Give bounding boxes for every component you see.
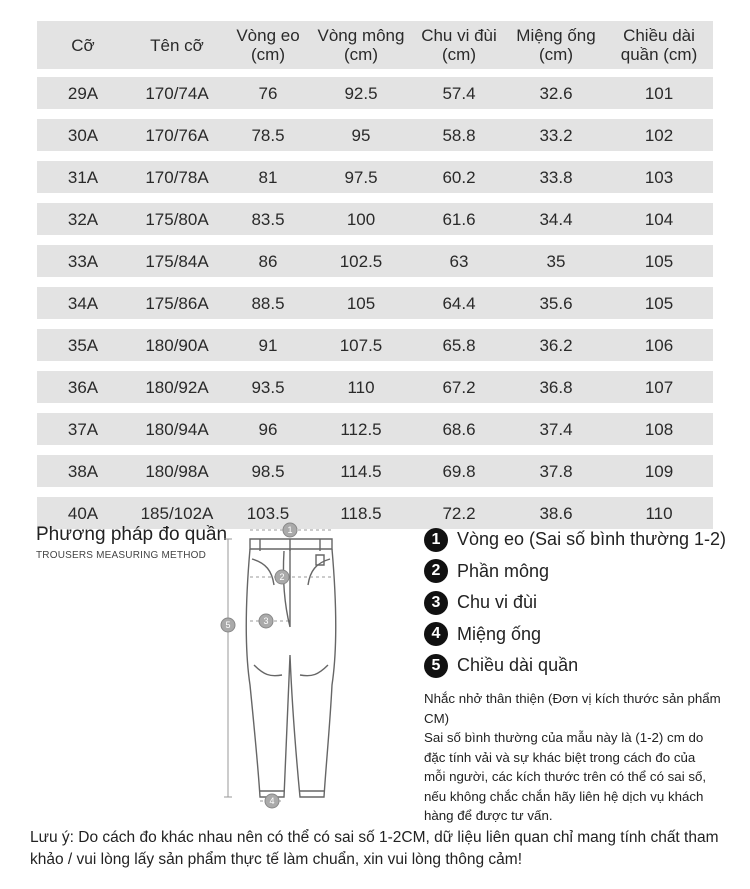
- number-2-icon: 2: [424, 559, 448, 583]
- table-cell: 35A: [67, 335, 99, 355]
- friendly-reminder: Nhắc nhở thân thiện (Đơn vị kích thước sản phẩm CM) Sai số bình thường của mẫu này là (1-2) cm do đặc tính vải và sự khác biệt trong cách đo của mỗi người, các kích thước trên có thể có sai số, nếu không chắc chắn hãy liên hệ dịch vụ khách hàng để được tư vấn.: [424, 691, 721, 823]
- table-header-row: [37, 21, 713, 69]
- table-cell: 63: [449, 251, 469, 271]
- column-header: Chu vi đùi (cm): [421, 26, 497, 64]
- table-cell: 38.6: [539, 503, 573, 523]
- table-cell: 180/98A: [145, 461, 209, 481]
- table-cell: 97.5: [344, 167, 378, 187]
- legend-item-length: [424, 650, 726, 682]
- table-cell: 114.5: [340, 461, 382, 481]
- measurement-legend: [424, 524, 726, 682]
- table-cell: 67.2: [442, 377, 476, 397]
- table-cell: 86: [258, 251, 278, 271]
- table-row: [37, 203, 713, 235]
- table-cell: 34A: [67, 293, 99, 313]
- table-cell: 170/78A: [145, 167, 209, 187]
- table-cell: 69.8: [442, 461, 476, 481]
- table-cell: 101: [644, 83, 674, 103]
- table-cell: 40A: [67, 503, 99, 523]
- table-cell: 107.5: [339, 335, 383, 355]
- method-subtitle: TROUSERS MEASURING METHOD: [36, 550, 207, 561]
- table-row: [37, 119, 713, 151]
- size-table: [37, 21, 713, 539]
- table-cell: 112.5: [340, 419, 382, 439]
- table-cell: 32A: [67, 209, 99, 229]
- table-cell: 110: [347, 377, 375, 397]
- table-cell: 58.8: [442, 125, 476, 145]
- table-cell: 33.8: [539, 167, 573, 187]
- table-cell: 170/76A: [145, 125, 209, 145]
- marker-4-label: 4: [269, 796, 275, 806]
- table-cell: 107: [644, 377, 674, 397]
- table-cell: 105: [644, 251, 674, 271]
- marker-2-label: 2: [279, 572, 285, 582]
- table-cell: 104: [644, 209, 674, 229]
- legend-item-thigh: [424, 587, 726, 619]
- table-cell: 64.4: [442, 293, 476, 313]
- table-cell: 32.6: [539, 83, 573, 103]
- table-cell: 35.6: [539, 293, 573, 313]
- table-row: [37, 371, 713, 403]
- table-cell: 68.6: [442, 419, 476, 439]
- marker-5-label: 5: [225, 620, 231, 630]
- table-row: [37, 455, 713, 487]
- legend-label: Vòng eo (Sai số bình thường 1-2): [457, 529, 727, 550]
- table-cell: 92.5: [344, 83, 378, 103]
- table-cell: 170/74A: [145, 83, 209, 103]
- column-header: Vòng mông (cm): [317, 26, 405, 64]
- number-4-icon: 4: [424, 622, 448, 646]
- legend-item-leg-opening: [424, 619, 726, 651]
- table-cell: 103.5: [246, 503, 290, 523]
- table-cell: 185/102A: [140, 503, 214, 523]
- table-row: [37, 329, 713, 361]
- table-cell: 33A: [67, 251, 99, 271]
- table-cell: 65.8: [442, 335, 476, 355]
- legend-label: Chu vi đùi: [457, 592, 538, 613]
- column-header: Vòng eo (cm): [236, 26, 300, 64]
- column-header: Cỡ: [71, 35, 95, 55]
- table-cell: 118.5: [340, 503, 382, 523]
- table-cell: 37.4: [539, 419, 573, 439]
- footnote: Lưu ý: Do cách đo khác nhau nên có thể có sai số 1-2CM, dữ liệu liên quan chỉ mang tính chất tham khảo / vui lòng lấy sản phẩm thực tế làm chuẩn, xin vui lòng thông cảm!: [30, 829, 719, 868]
- table-cell: 102.5: [339, 251, 383, 271]
- table-cell: 81: [258, 167, 278, 187]
- table-cell: 110: [645, 503, 673, 523]
- table-cell: 88.5: [251, 293, 285, 313]
- legend-item-waist: [424, 524, 726, 556]
- table-cell: 60.2: [442, 167, 476, 187]
- column-header: Chiều dài quần (cm): [620, 26, 698, 64]
- marker-3-label: 3: [263, 616, 269, 626]
- table-cell: 93.5: [251, 377, 285, 397]
- table-cell: 29A: [67, 83, 99, 103]
- table-cell: 98.5: [251, 461, 285, 481]
- table-cell: 102: [644, 125, 674, 145]
- table-cell: 109: [644, 461, 674, 481]
- table-row: [37, 77, 713, 109]
- table-cell: 37.8: [539, 461, 573, 481]
- table-cell: 175/84A: [145, 251, 209, 271]
- table-cell: 96: [258, 419, 278, 439]
- table-cell: 31A: [67, 167, 99, 187]
- table-cell: 108: [644, 419, 674, 439]
- table-cell: 35: [546, 251, 566, 271]
- legend-label: Chiều dài quần: [457, 655, 579, 676]
- number-3-icon: 3: [424, 591, 448, 615]
- table-cell: 180/92A: [145, 377, 209, 397]
- table-cell: 30A: [67, 125, 99, 145]
- table-cell: 175/80A: [145, 209, 209, 229]
- table-cell: 95: [351, 125, 371, 145]
- table-cell: 180/94A: [145, 419, 209, 439]
- table-cell: 106: [644, 335, 674, 355]
- table-cell: 33.2: [539, 125, 573, 145]
- table-cell: 103: [644, 167, 674, 187]
- table-cell: 61.6: [442, 209, 476, 229]
- table-cell: 78.5: [251, 125, 285, 145]
- table-cell: 36.2: [539, 335, 573, 355]
- legend-item-hip: [424, 556, 726, 588]
- table-row: [37, 161, 713, 193]
- table-cell: 36.8: [539, 377, 573, 397]
- table-cell: 57.4: [442, 83, 476, 103]
- column-header: Miệng ống (cm): [516, 26, 596, 64]
- legend-label: Miệng ống: [457, 623, 542, 644]
- method-title: Phương pháp đo quần: [36, 524, 228, 545]
- table-cell: 105: [346, 293, 376, 313]
- number-5-icon: 5: [424, 654, 448, 678]
- trouser-diagram: [220, 515, 360, 815]
- marker-1-label: 1: [287, 525, 293, 535]
- table-cell: 37A: [67, 419, 99, 439]
- table-cell: 180/90A: [145, 335, 209, 355]
- table-cell: 105: [644, 293, 674, 313]
- table-cell: 34.4: [539, 209, 573, 229]
- table-row: [37, 413, 713, 445]
- table-cell: 72.2: [442, 503, 476, 523]
- table-cell: 175/86A: [145, 293, 209, 313]
- column-header: Tên cỡ: [150, 35, 204, 55]
- table-cell: 100: [346, 209, 376, 229]
- table-cell: 38A: [67, 461, 99, 481]
- table-row: [37, 287, 713, 319]
- table-cell: 76: [258, 83, 278, 103]
- legend-label: Phần mông: [457, 560, 550, 581]
- table-row: [37, 245, 713, 277]
- table-cell: 83.5: [251, 209, 285, 229]
- table-cell: 91: [258, 335, 278, 355]
- table-cell: 36A: [67, 377, 99, 397]
- number-1-icon: 1: [424, 528, 448, 552]
